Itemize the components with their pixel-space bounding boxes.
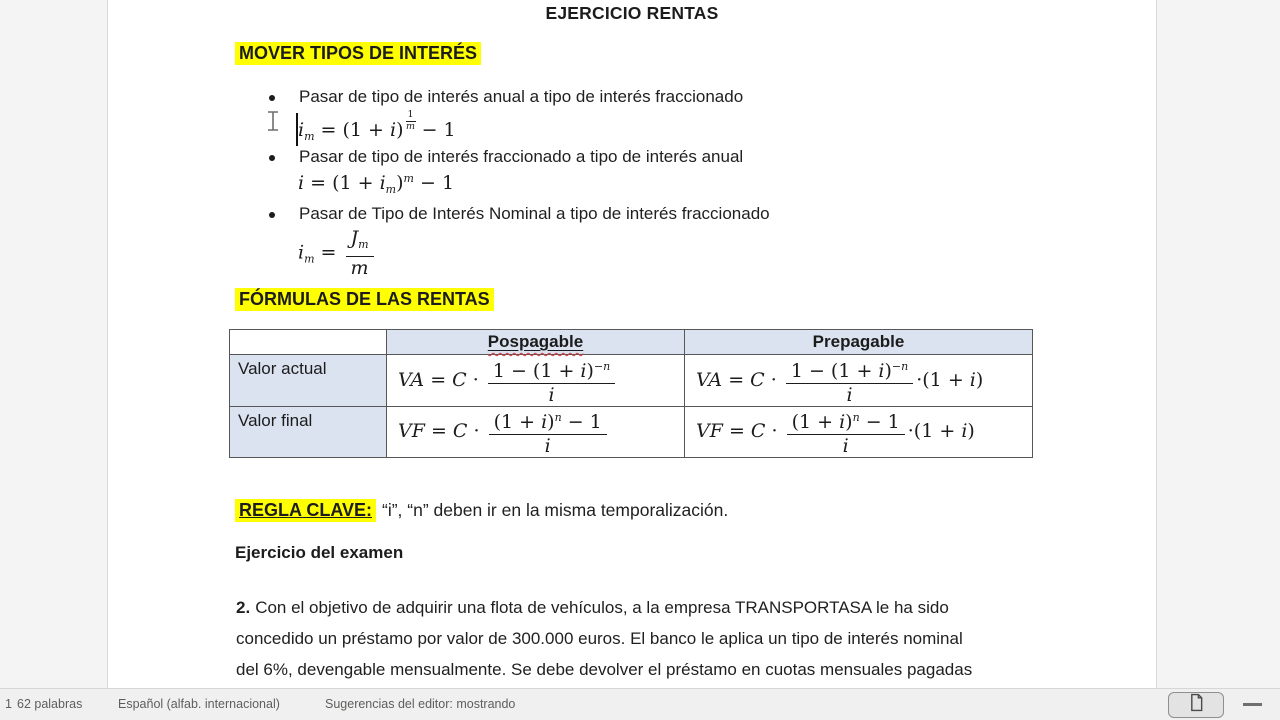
status-word-count[interactable]: 62 palabras — [17, 697, 83, 711]
regla-clave-text: “i”, “n” deben ir en la misma temporalización. — [382, 500, 729, 520]
spellchecked-word: Pospagable — [487, 332, 584, 351]
exercise-paragraph[interactable] — [236, 592, 972, 685]
print-layout-view-button[interactable] — [1168, 692, 1224, 718]
regla-clave-label: REGLA CLAVE: — [235, 499, 376, 522]
status-bar — [0, 688, 1280, 720]
document-title[interactable]: EJERCICIO RENTAS — [545, 3, 719, 23]
paragraph-line: del 6%, devengable mensualmente. Se debe devolver el préstamo en cuotas mensuales pagadas — [236, 660, 973, 679]
status-language[interactable]: Español (alfab. internacional) — [118, 697, 280, 711]
section-heading-mover[interactable] — [235, 42, 481, 65]
cell-vf-prepagable[interactable] — [685, 407, 1033, 458]
bullet-item-2[interactable] — [269, 147, 743, 167]
row-header-valor-final[interactable]: Valor final — [230, 407, 387, 458]
paragraph-line: concedido un préstamo por valor de 300.000 euros. El banco le aplica un tipo de interés nominal — [236, 629, 963, 648]
exercise-number: 2. — [236, 598, 251, 617]
equation-interest-annual[interactable]: $i = (1 + i_m)^m - 1$ — [298, 172, 455, 196]
cell-vf-pospagable[interactable] — [387, 407, 685, 458]
table-row — [230, 407, 1033, 458]
annuity-formulas-table[interactable] — [229, 329, 1033, 458]
status-page-number[interactable]: 1 — [5, 697, 12, 711]
equation-interest-fractional[interactable]: $i_m = (1 + i)$ $\frac{1}{m}$ − 1 — [298, 109, 456, 143]
exercise-heading[interactable]: Ejercicio del examen — [235, 543, 404, 562]
bullet-text: Pasar de Tipo de Interés Nominal a tipo de interés fraccionado — [299, 204, 770, 223]
paragraph-text: Con el objetivo de adquirir una flota de vehículos, a la empresa TRANSPORTASA le ha sido — [255, 598, 949, 617]
bullet-text: Pasar de tipo de interés fraccionado a tipo de interés anual — [299, 147, 744, 166]
table-row — [230, 355, 1033, 407]
highlighted-heading: FÓRMULAS DE LAS RENTAS — [235, 288, 494, 311]
ibeam-cursor-icon — [264, 109, 282, 138]
cell-va-pospagable[interactable] — [387, 355, 685, 407]
bullet-marker — [269, 212, 275, 218]
text-caret — [296, 113, 298, 146]
equation-vf-pospagable: VF = C · $\frac{(1 + i)^n - 1}{i}$ — [398, 420, 610, 442]
equation-va-prepagable: VA = C · $\frac{1 - (1 + i)^{-n}}{i}$ ·(1 + i) — [696, 369, 983, 391]
bullet-item-1[interactable] — [269, 87, 743, 107]
row-header-valor-actual[interactable]: Valor actual — [230, 355, 387, 407]
cell-va-prepagable[interactable] — [685, 355, 1033, 407]
section-heading-formulas[interactable] — [235, 288, 494, 311]
document-page[interactable] — [107, 0, 1157, 688]
bullet-item-3[interactable] — [269, 204, 770, 224]
column-header-pospagable[interactable] — [387, 330, 685, 355]
bullet-text: Pasar de tipo de interés anual a tipo de interés fraccionado — [299, 87, 744, 106]
page-icon — [1189, 693, 1204, 717]
regla-clave-line[interactable] — [235, 499, 728, 522]
table-header-row — [230, 330, 1033, 355]
bullet-marker — [269, 155, 275, 161]
table-corner-cell[interactable] — [230, 330, 387, 355]
equation-nominal-rate[interactable]: $i_m$ = $\frac{J_m}{m}$ — [298, 228, 377, 279]
bullet-marker — [269, 95, 275, 101]
highlighted-heading: MOVER TIPOS DE INTERÉS — [235, 42, 481, 65]
zoom-out-button[interactable] — [1243, 703, 1262, 706]
column-header-prepagable[interactable]: Prepagable — [685, 330, 1033, 355]
paragraph-line — [236, 592, 972, 623]
equation-vf-prepagable: VF = C · $\frac{(1 + i)^n - 1}{i}$ ·(1 + i) — [696, 420, 975, 442]
status-editor-suggestions[interactable]: Sugerencias del editor: mostrando — [325, 697, 516, 711]
equation-va-pospagable: VA = C · $\frac{1 - (1 + i)^{-n}}{i}$ — [398, 369, 618, 391]
